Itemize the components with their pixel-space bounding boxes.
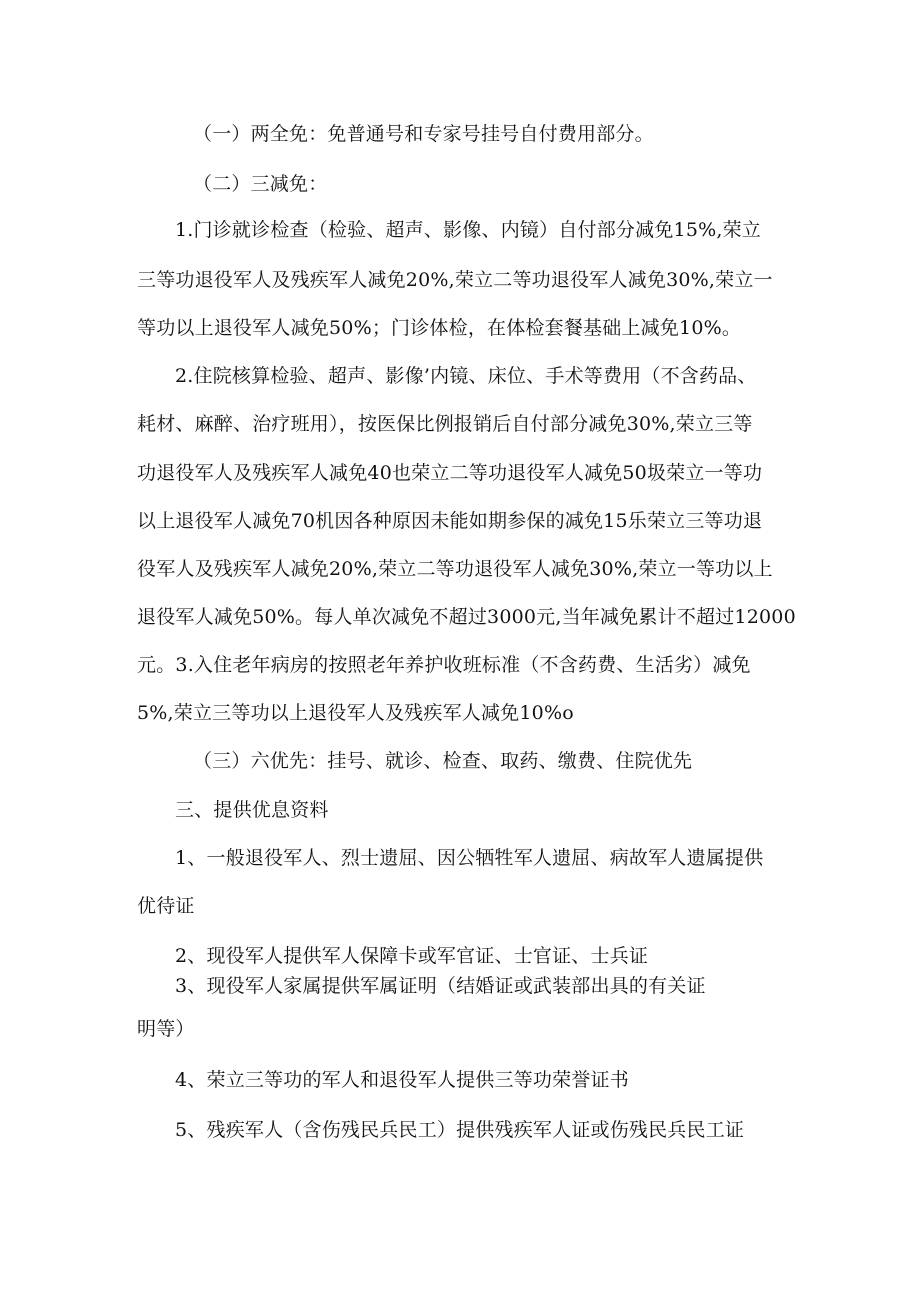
requirement-3-line-2: 明等）	[137, 1018, 195, 1040]
reduction-point-2-line-3: 功退役军人及残疾军人减免40也荣立二等功退役军人减免50圾荣立一等功	[137, 462, 763, 484]
priority-item-3: （三）六优先：挂号、就诊、检查、取药、缴费、住院优先	[193, 750, 693, 772]
reduction-point-2-line-7: 元。3.入住老年病房的按照老年养护收班标准（不含药费、生活劣）减免	[137, 654, 751, 676]
requirement-4: 4、荣立三等功的军人和退役军人提供三等功荣誉证书	[175, 1069, 629, 1091]
requirement-3-line-1: 3、现役军人家属提供军属证明（结婚证或武装部出具的有关证	[175, 975, 706, 997]
reduction-point-2-line-6: 退役军人减免50%。每人单次减免不超过3000元,当年减免累计不超过12000	[137, 606, 796, 628]
reduction-point-1-line-2: 三等功退役军人及残疾军人减免20%,荣立二等功退役军人减免30%,荣立一	[137, 269, 773, 291]
reduction-point-1-line-3: 等功以上退役军人减免50%；门诊体检，在体检套餐基础上减免10%。	[137, 317, 742, 339]
requirement-1-line-2: 优待证	[137, 895, 195, 917]
section-three-heading: 三、提供优息资料	[175, 799, 329, 821]
reduction-point-2-line-2: 耗材、麻醉、治疗班用），按医保比例报销后自付部分减免30%,荣立三等	[137, 413, 753, 435]
requirement-5: 5、残疾军人（含伤残民兵民工）提供残疾军人证或伤残民兵民工证	[175, 1119, 745, 1141]
reduction-point-2-line-8: 5%,荣立三等功以上退役军人及残疾军人减免10%o	[137, 702, 574, 724]
requirement-1-line-1: 1、一般退役军人、烈士遗屈、因公牺牲军人遗屈、病故军人遗属提供	[175, 847, 764, 869]
reduction-point-2-line-1: 2.住院核算检验、超声、影像’内镜、床位、手术等费用（不含药品、	[175, 365, 757, 387]
reduction-point-2-line-4: 以上退役军人减免70机因各种原因未能如期参保的减免15乐荣立三等功退	[137, 510, 763, 532]
requirement-2: 2、现役军人提供军人保障卡或军官证、士官证、士兵证	[175, 945, 649, 967]
exemption-item-1: （一）两全免：免普通号和专家号挂号自付费用部分。	[193, 123, 654, 145]
reduction-point-1-line-1: 1.门诊就诊检查（检验、超声、影像、内镜）自付部分减免15%,荣立	[175, 219, 761, 241]
reduction-heading: （二）三减免：	[193, 173, 328, 195]
reduction-point-2-line-5: 役军人及残疾军人减免20%,荣立二等功退役军人减免30%,荣立一等功以上	[137, 558, 773, 580]
